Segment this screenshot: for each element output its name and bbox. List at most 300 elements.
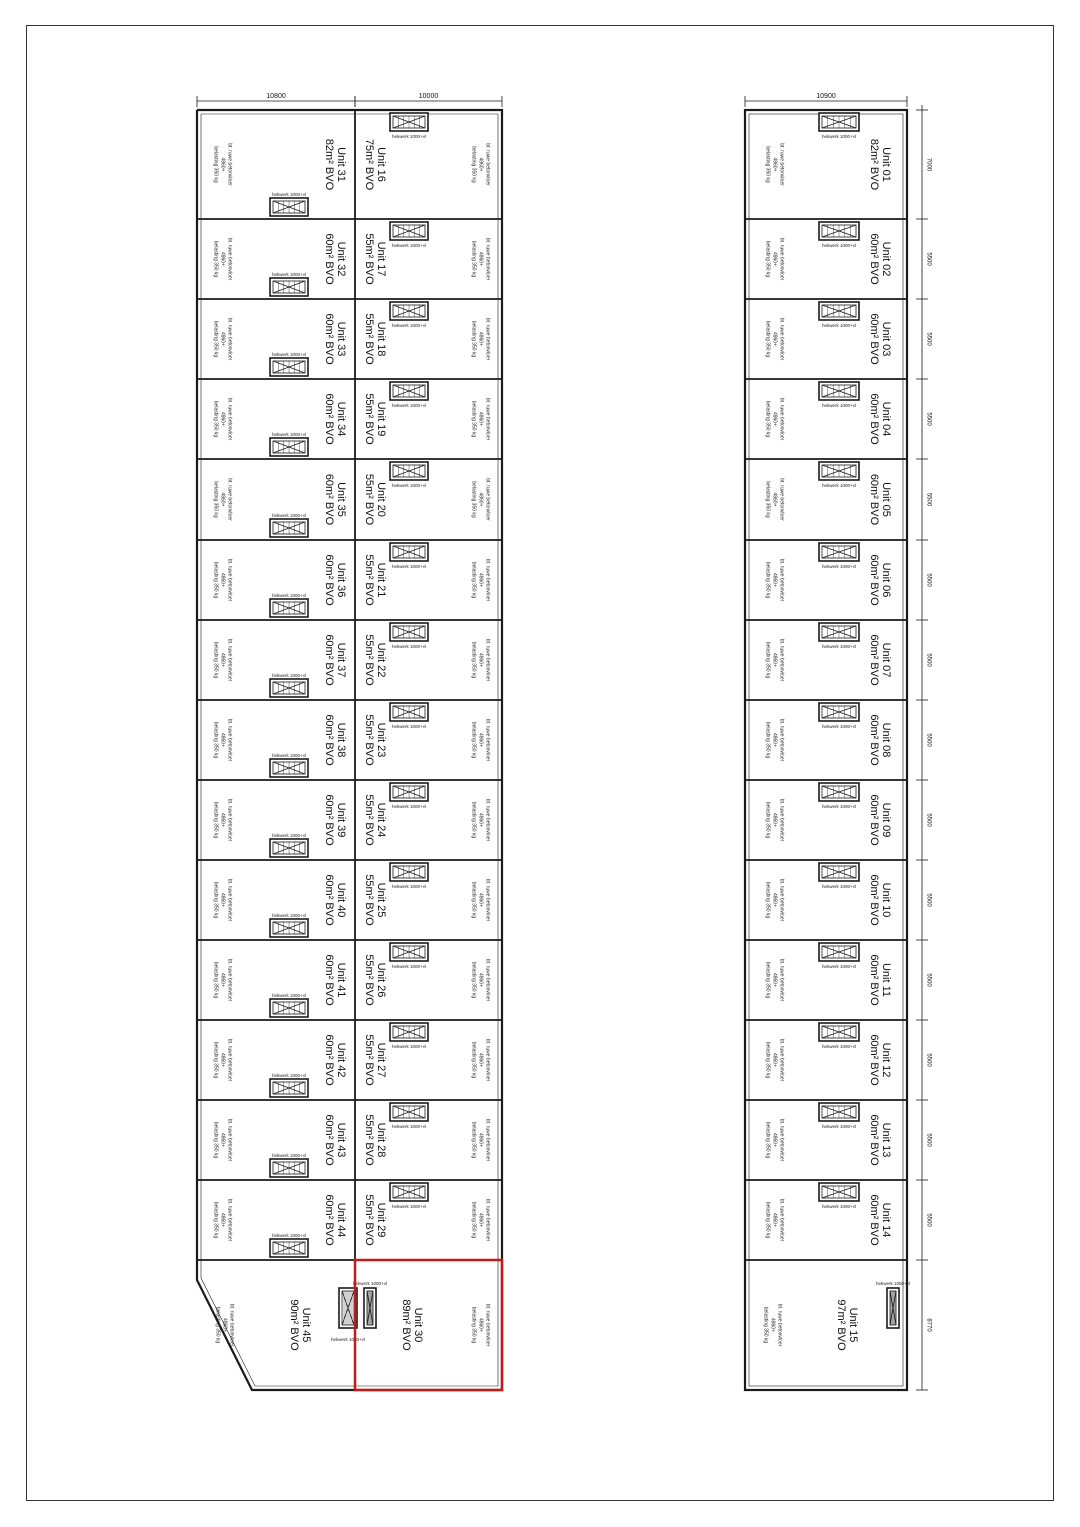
railing-icon — [270, 278, 308, 296]
unit-name: Unit 07 — [880, 642, 893, 678]
unit-name: Unit 10 — [880, 882, 893, 918]
railing-label: hekwerk 1000+vl — [876, 1281, 910, 1287]
floor-note: 4860+ — [477, 1052, 484, 1068]
floor-note: bt. ruwe betonvloer — [484, 1038, 491, 1082]
railing-icon — [819, 382, 859, 400]
unit-area: 82m² BVO — [323, 138, 336, 191]
floor-note: belasting 350 kg — [470, 400, 477, 438]
floor-note: bt. ruwe betonvloer — [778, 1038, 785, 1082]
unit-area: 60m² BVO — [323, 714, 336, 766]
left-block-outline — [197, 110, 502, 1390]
railing-label: hekwerk 1000+vl — [272, 913, 306, 919]
floor-note: 4860+ — [477, 1132, 484, 1148]
floor-note: bt. ruwe betonvloer — [778, 237, 785, 281]
unit-area: 55m² BVO — [363, 554, 376, 606]
unit-name: Unit 06 — [880, 562, 893, 598]
railing-icon — [390, 1183, 428, 1201]
railing-label: hekwerk 1000+vl — [272, 993, 306, 999]
railing-icon — [390, 1103, 428, 1121]
floor-note: belasting 350 kg — [764, 240, 771, 278]
floor-note: 4860+ — [771, 492, 778, 507]
unit-area: 55m² BVO — [363, 954, 376, 1006]
floor-note: belasting 350 kg — [764, 146, 771, 183]
floor-note: belasting 350 kg — [764, 641, 771, 679]
floor-note: 4860+ — [477, 251, 484, 267]
railing-label: hekwerk 1000+vl — [272, 593, 306, 599]
railing-icon — [390, 863, 428, 881]
floor-note: 4860+ — [771, 892, 778, 908]
floor-note: bt. ruwe betonvloer — [226, 638, 233, 682]
floor-note: bt. ruwe betonvloer — [484, 143, 491, 186]
unit-name: Unit 40 — [335, 882, 348, 918]
unit-name: Unit 05 — [880, 482, 893, 517]
unit-area: 60m² BVO — [323, 473, 336, 526]
floor-note: belasting 350 kg — [212, 1121, 219, 1159]
railing-icon — [819, 703, 859, 721]
left-block-inner-wall — [201, 114, 498, 1386]
railing-label: hekwerk 1000+vl — [392, 724, 426, 730]
railing-icon — [270, 1079, 308, 1097]
floor-note: belasting 350 kg — [212, 561, 219, 599]
unit-name: Unit 13 — [880, 1122, 893, 1158]
unit-area: 55m² BVO — [363, 473, 376, 526]
floor-note: bt. ruwe betonvloer — [484, 958, 491, 1002]
unit-area: 60m² BVO — [868, 714, 881, 766]
railing-label: hekwerk 1000+vl — [392, 964, 426, 970]
row-height-label: 5500 — [925, 492, 932, 507]
unit-area: 60m² BVO — [868, 874, 881, 926]
unit-area: 97m² BVO — [835, 1299, 848, 1351]
unit-name: Unit 32 — [335, 241, 348, 277]
floor-note: 4860+ — [477, 492, 484, 507]
railing-label: hekwerk 1000+vl — [822, 134, 856, 140]
unit-area: 90m² BVO — [288, 1299, 301, 1351]
railing-label: hekwerk 1000+vl — [392, 564, 426, 570]
unit-name: Unit 27 — [375, 1042, 388, 1078]
floor-note: belasting 350 kg — [764, 1041, 771, 1079]
railing-label: hekwerk 1000+vl — [272, 833, 306, 839]
unit-name: Unit 25 — [375, 882, 388, 918]
floor-note: 4860+ — [771, 1052, 778, 1068]
railing-label: hekwerk 1000+vl — [331, 1337, 365, 1343]
railing-label: hekwerk 1000+vl — [822, 1044, 856, 1050]
floor-note: 4860+ — [771, 732, 778, 748]
railing-icon — [270, 679, 308, 697]
railing-icon — [390, 943, 428, 961]
unit-name: Unit 22 — [375, 642, 388, 678]
floor-note: 4860+ — [221, 1317, 228, 1333]
floor-note: 4860+ — [219, 892, 226, 908]
unit-area: 82m² BVO — [868, 138, 881, 191]
unit-area: 60m² BVO — [868, 233, 881, 285]
railing-icon — [390, 113, 428, 131]
railing-icon — [270, 599, 308, 617]
floor-note: 4860+ — [771, 972, 778, 988]
railing-label: hekwerk 1000+vl — [822, 323, 856, 329]
floor-note: 4860+ — [771, 251, 778, 267]
unit-name: Unit 28 — [375, 1122, 388, 1158]
railing-label: hekwerk 1000+vl — [272, 432, 306, 438]
railing-icon — [819, 1023, 859, 1041]
floor-note: belasting 350 kg — [470, 641, 477, 679]
unit-name: Unit 11 — [880, 962, 893, 998]
railing-label: hekwerk 1000+vl — [822, 564, 856, 570]
floor-note: belasting 350 kg — [470, 1201, 477, 1239]
unit-area: 60m² BVO — [323, 954, 336, 1006]
floor-note: belasting 350 kg — [470, 1121, 477, 1159]
unit-area: 60m² BVO — [323, 1034, 336, 1086]
unit-name: Unit 34 — [335, 401, 348, 437]
unit-name: Unit 33 — [335, 321, 348, 357]
unit-area: 60m² BVO — [323, 313, 336, 365]
floor-note: bt. ruwe betonvloer — [484, 397, 491, 441]
unit-name: Unit 43 — [335, 1122, 348, 1158]
floor-note: bt. ruwe betonvloer — [484, 798, 491, 842]
floor-note: 4860+ — [477, 652, 484, 668]
railing-label: hekwerk 1000+vl — [392, 1124, 426, 1130]
unit-area: 60m² BVO — [868, 554, 881, 606]
floor-note: 4860+ — [771, 1212, 778, 1228]
floor-note: 4860+ — [219, 411, 226, 427]
unit-name: Unit 23 — [375, 722, 388, 758]
unit-name: Unit 21 — [375, 562, 388, 598]
floor-note: bt. ruwe betonvloer — [226, 958, 233, 1002]
floor-note: belasting 350 kg — [764, 721, 771, 759]
floor-note: 4860+ — [477, 331, 484, 347]
unit-name: Unit 29 — [375, 1202, 388, 1238]
unit-area: 55m² BVO — [363, 874, 376, 926]
unit-name: Unit 17 — [375, 241, 388, 277]
floor-note: bt. ruwe betonvloer — [776, 1303, 783, 1347]
floor-note: bt. ruwe betonvloer — [226, 798, 233, 842]
unit-name: Unit 30 — [412, 1307, 425, 1343]
floor-note: belasting 350 kg — [214, 1306, 221, 1344]
unit-area: 60m² BVO — [868, 313, 881, 365]
floor-note: belasting 350 kg — [764, 801, 771, 839]
floor-note: 4860+ — [477, 892, 484, 908]
row-height-label: 5500 — [925, 1053, 932, 1067]
unit-name: Unit 39 — [335, 802, 348, 838]
floor-note: belasting 350 kg — [212, 1201, 219, 1239]
railing-label: hekwerk 1000+vl — [272, 1073, 306, 1079]
railing-label: hekwerk 1000+vl — [392, 483, 426, 489]
floor-note: bt. ruwe betonvloer — [778, 718, 785, 762]
floor-note: 4860+ — [769, 1317, 776, 1333]
unit-name: Unit 19 — [375, 401, 388, 437]
railing-icon — [819, 222, 859, 240]
floor-note: belasting 350 kg — [470, 881, 477, 919]
railing-icon — [390, 703, 428, 721]
row-height-label: 5500 — [925, 332, 932, 346]
unit-area: 60m² BVO — [323, 634, 336, 686]
railing-icon — [819, 1183, 859, 1201]
railing-icon — [819, 623, 859, 641]
floor-note: 4860+ — [771, 411, 778, 427]
railing-label: hekwerk 1000+vl — [822, 884, 856, 890]
railing-label: hekwerk 1000+vl — [392, 134, 426, 140]
floor-note: bt. ruwe betonvloer — [484, 478, 491, 521]
railing-label: hekwerk 1000+vl — [272, 272, 306, 278]
unit-area: 60m² BVO — [868, 954, 881, 1006]
railing-icon — [390, 543, 428, 561]
railing-label: hekwerk 1000+vl — [272, 352, 306, 358]
floor-note: belasting 350 kg — [212, 320, 219, 358]
floor-note: 4860+ — [219, 972, 226, 988]
floor-note: bt. ruwe betonvloer — [778, 478, 785, 521]
floor-note: 4860+ — [477, 972, 484, 988]
floor-note: 4860+ — [771, 157, 778, 172]
unit-name: Unit 35 — [335, 482, 348, 517]
floor-note: belasting 350 kg — [212, 146, 219, 183]
floor-note: bt. ruwe betonvloer — [484, 1198, 491, 1242]
floor-note: bt. ruwe betonvloer — [226, 558, 233, 602]
railing-icon — [390, 462, 428, 480]
floor-note: 4860+ — [219, 652, 226, 668]
unit-area: 89m² BVO — [400, 1299, 413, 1351]
unit-name: Unit 08 — [880, 722, 893, 758]
floor-note: 4860+ — [219, 812, 226, 828]
railing-label: hekwerk 1000+vl — [822, 1124, 856, 1130]
floor-note: bt. ruwe betonvloer — [484, 1303, 491, 1347]
floor-note: belasting 350 kg — [212, 721, 219, 759]
floor-note: bt. ruwe betonvloer — [226, 143, 233, 186]
floor-note: belasting 350 kg — [764, 400, 771, 438]
floor-note: belasting 350 kg — [762, 1306, 769, 1344]
floor-note: 4860+ — [219, 331, 226, 347]
railing-label: hekwerk 1000+vl — [392, 403, 426, 409]
row-height-label: 8770 — [925, 1318, 932, 1332]
floor-note: bt. ruwe betonvloer — [778, 958, 785, 1002]
railing-label: hekwerk 1000+vl — [392, 804, 426, 810]
unit-name: Unit 14 — [880, 1202, 893, 1238]
floor-note: bt. ruwe betonvloer — [778, 143, 785, 186]
railing-icon — [819, 543, 859, 561]
floor-note: belasting 350 kg — [212, 801, 219, 839]
unit-area: 60m² BVO — [868, 634, 881, 686]
unit-area: 60m² BVO — [323, 874, 336, 926]
unit-name: Unit 24 — [375, 802, 388, 838]
railing-icon — [390, 302, 428, 320]
floor-note: bt. ruwe betonvloer — [778, 1118, 785, 1162]
railing-label: hekwerk 1000+vl — [272, 1153, 306, 1159]
floor-note: belasting 350 kg — [212, 881, 219, 919]
unit-name: Unit 15 — [847, 1307, 860, 1343]
unit-area: 60m² BVO — [868, 1194, 881, 1246]
floor-note: 4860+ — [477, 411, 484, 427]
floor-note: 4860+ — [771, 652, 778, 668]
floor-note: bt. ruwe betonvloer — [484, 1118, 491, 1162]
floor-note: belasting 350 kg — [764, 481, 771, 518]
floor-note: belasting 350 kg — [764, 320, 771, 358]
floor-note: bt. ruwe betonvloer — [226, 478, 233, 521]
railing-label: hekwerk 1000+vl — [392, 1044, 426, 1050]
floor-note: 4860+ — [477, 1317, 484, 1333]
unit-area: 60m² BVO — [323, 393, 336, 445]
floor-note: 4860+ — [219, 157, 226, 172]
unit-area: 55m² BVO — [363, 634, 376, 686]
unit-name: Unit 41 — [335, 962, 348, 998]
row-height-label: 5500 — [925, 1133, 932, 1147]
floor-note: belasting 350 kg — [764, 561, 771, 599]
unit-area: 55m² BVO — [363, 393, 376, 445]
unit-name: Unit 12 — [880, 1042, 893, 1078]
unit-area: 60m² BVO — [868, 473, 881, 526]
railing-label: hekwerk 1000+vl — [272, 753, 306, 759]
railing-icon — [819, 943, 859, 961]
floor-note: bt. ruwe betonvloer — [778, 397, 785, 441]
floor-note: bt. ruwe betonvloer — [228, 1303, 235, 1347]
railing-label: hekwerk 1000+vl — [822, 644, 856, 650]
unit-area: 55m² BVO — [363, 1194, 376, 1246]
railing-label: hekwerk 1000+vl — [353, 1281, 387, 1287]
railing-label: hekwerk 1000+vl — [272, 513, 306, 519]
floor-note: belasting 350 kg — [470, 1041, 477, 1079]
railing-icon — [819, 863, 859, 881]
railing-label: hekwerk 1000+vl — [392, 884, 426, 890]
unit-name: Unit 37 — [335, 642, 348, 678]
railing-icon — [270, 919, 308, 937]
unit-name: Unit 26 — [375, 962, 388, 998]
row-height-label: 5500 — [925, 813, 932, 827]
floor-note: 4860+ — [219, 732, 226, 748]
floor-note: 4860+ — [219, 1212, 226, 1228]
railing-label: hekwerk 1000+vl — [392, 243, 426, 249]
railing-icon — [270, 1159, 308, 1177]
unit-area: 60m² BVO — [323, 1114, 336, 1166]
floor-note: bt. ruwe betonvloer — [484, 317, 491, 361]
row-height-label: 7000 — [925, 157, 932, 172]
railing-icon — [887, 1288, 899, 1328]
unit-area: 75m² BVO — [363, 138, 376, 191]
railing-icon — [390, 623, 428, 641]
railing-icon — [270, 759, 308, 777]
floor-note: bt. ruwe betonvloer — [226, 237, 233, 281]
row-height-label: 5500 — [925, 653, 932, 667]
floor-note: belasting 350 kg — [212, 961, 219, 999]
floor-note: 4860+ — [771, 572, 778, 588]
unit-name: Unit 04 — [880, 401, 893, 437]
railing-label: hekwerk 1000+vl — [822, 804, 856, 810]
floor-note: bt. ruwe betonvloer — [226, 718, 233, 762]
floor-note: 4860+ — [219, 1052, 226, 1068]
unit-area: 55m² BVO — [363, 714, 376, 766]
unit-name: Unit 36 — [335, 562, 348, 598]
railing-icon — [819, 462, 859, 480]
floor-note: bt. ruwe betonvloer — [778, 638, 785, 682]
floor-note: belasting 350 kg — [212, 400, 219, 438]
railing-icon — [270, 519, 308, 537]
floor-note: 4860+ — [219, 1132, 226, 1148]
railing-icon — [390, 1023, 428, 1041]
floor-note: 4860+ — [477, 1212, 484, 1228]
unit-name: Unit 20 — [375, 482, 388, 517]
floor-note: belasting 350 kg — [470, 1306, 477, 1344]
floor-note: 4860+ — [771, 812, 778, 828]
floor-note: belasting 350 kg — [764, 961, 771, 999]
railing-icon — [819, 113, 859, 131]
floor-note: 4860+ — [477, 572, 484, 588]
floor-note: belasting 350 kg — [470, 721, 477, 759]
railing-icon — [270, 1239, 308, 1257]
unit-area: 55m² BVO — [363, 1114, 376, 1166]
railing-icon — [364, 1288, 376, 1328]
railing-label: hekwerk 1000+vl — [822, 964, 856, 970]
floor-note: bt. ruwe betonvloer — [226, 878, 233, 922]
unit-name: Unit 18 — [375, 321, 388, 357]
floor-note: bt. ruwe betonvloer — [778, 558, 785, 602]
floor-note: 4860+ — [771, 331, 778, 347]
unit-name: Unit 09 — [880, 802, 893, 838]
unit-name: Unit 38 — [335, 722, 348, 758]
floor-note: belasting 350 kg — [470, 146, 477, 183]
floor-note: 4860+ — [771, 1132, 778, 1148]
floor-note: belasting 350 kg — [212, 1041, 219, 1079]
railing-label: hekwerk 1000+vl — [272, 192, 306, 198]
railing-icon — [819, 783, 859, 801]
unit-area: 55m² BVO — [363, 233, 376, 285]
floor-note: belasting 350 kg — [764, 1201, 771, 1239]
railing-icon — [390, 783, 428, 801]
unit-area: 55m² BVO — [363, 313, 376, 365]
floor-note: belasting 350 kg — [212, 641, 219, 679]
railing-label: hekwerk 1000+vl — [392, 1204, 426, 1210]
unit-area: 55m² BVO — [363, 1034, 376, 1086]
floor-note: bt. ruwe betonvloer — [226, 317, 233, 361]
row-height-label: 5500 — [925, 252, 932, 266]
railing-icon — [270, 198, 308, 216]
floor-note: bt. ruwe betonvloer — [484, 878, 491, 922]
floor-note: belasting 350 kg — [470, 561, 477, 599]
unit-area: 60m² BVO — [868, 1114, 881, 1166]
railing-label: hekwerk 1000+vl — [822, 1204, 856, 1210]
floor-note: bt. ruwe betonvloer — [484, 638, 491, 682]
unit-name: Unit 45 — [300, 1307, 313, 1343]
railing-icon — [390, 222, 428, 240]
floor-note: 4860+ — [477, 732, 484, 748]
railing-label: hekwerk 1000+vl — [392, 644, 426, 650]
unit-name: Unit 42 — [335, 1042, 348, 1078]
floor-note: 4860+ — [219, 492, 226, 507]
railing-label: hekwerk 1000+vl — [272, 673, 306, 679]
floor-note: bt. ruwe betonvloer — [484, 237, 491, 281]
floor-note: bt. ruwe betonvloer — [226, 1038, 233, 1082]
row-height-label: 5500 — [925, 412, 932, 426]
railing-label: hekwerk 1000+vl — [822, 403, 856, 409]
railing-label: hekwerk 1000+vl — [272, 1233, 306, 1239]
unit-name: Unit 16 — [375, 147, 388, 182]
floor-note: bt. ruwe betonvloer — [226, 397, 233, 441]
floor-note: bt. ruwe betonvloer — [226, 1198, 233, 1242]
unit-area: 60m² BVO — [868, 1034, 881, 1086]
row-height-label: 5500 — [925, 1213, 932, 1227]
railing-icon — [270, 438, 308, 456]
railing-icon — [270, 999, 308, 1017]
unit-area: 60m² BVO — [868, 393, 881, 445]
floor-note: 4860+ — [477, 812, 484, 828]
unit-area: 60m² BVO — [323, 794, 336, 846]
floor-note: belasting 350 kg — [764, 1121, 771, 1159]
railing-icon — [270, 358, 308, 376]
unit-name: Unit 02 — [880, 241, 893, 277]
unit-name: Unit 01 — [880, 147, 893, 182]
dimension-label: 10800 — [266, 92, 286, 100]
unit-area: 55m² BVO — [363, 794, 376, 846]
unit-area: 60m² BVO — [323, 233, 336, 285]
unit-area: 60m² BVO — [323, 1194, 336, 1246]
unit-name: Unit 31 — [335, 147, 348, 182]
floor-note: bt. ruwe betonvloer — [484, 718, 491, 762]
dimension-label: 10000 — [418, 92, 439, 100]
